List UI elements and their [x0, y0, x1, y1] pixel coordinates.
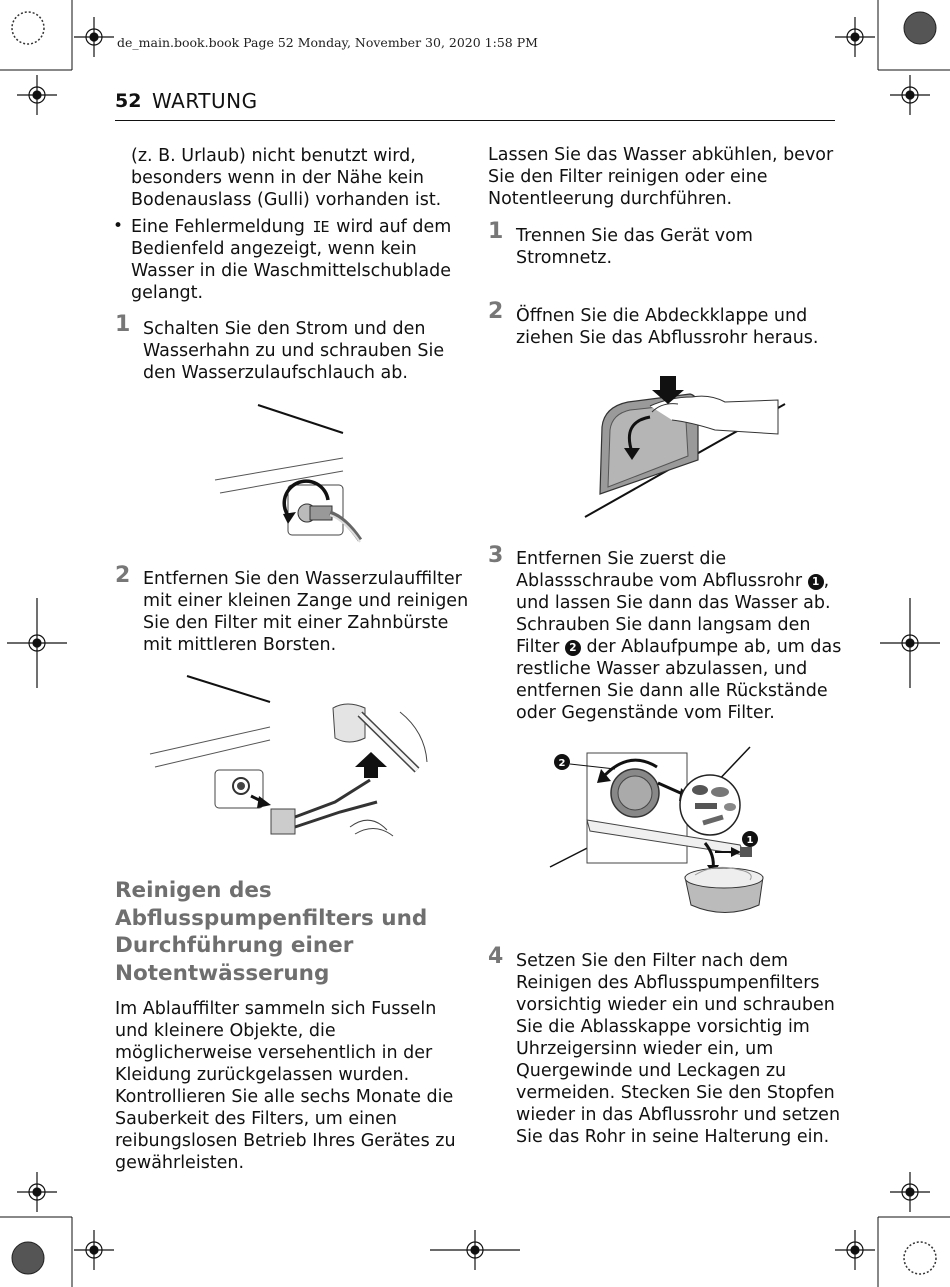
error-code: IE	[312, 218, 329, 236]
marker-2-badge: 2	[565, 640, 581, 656]
page-number: 52	[115, 90, 142, 112]
open-cover-illustration	[580, 372, 795, 522]
step-number: 2	[488, 299, 504, 324]
page-header	[115, 88, 835, 121]
section-heading: Reinigen des Abflusspumpenfilters und Durchführung einer Notentwässerung	[115, 878, 428, 986]
step-3-text: Entfernen Sie zuerst die Ablassschraube vom Abflussrohr 1 , und lassen Sie dann das Wasser ab. Schrauben Sie dann langsam den Filter 2 der Ablaufpumpe ab, um das restliche Wasser abzulassen, und entfernen Sie dann alle Rückstände oder Gegenstände vom Filter.	[516, 549, 842, 723]
step-number: 4	[488, 944, 504, 969]
drain-filter-paragraph: Im Ablauffilter sammeln sich Fusseln und kleinere Objekte, die möglicherweise versehentlich in der Kleidung zurückgelassen wurden. Kontrollieren Sie alle sechs Monate die Sauberkeit des Filters, um einen reibungslosen Betrieb Ihres Gerätes zu gewährleisten.	[115, 999, 456, 1173]
step-1-text: Schalten Sie den Strom und den Wasserhahn zu und schrauben Sie den Wasserzulaufschlauch ab.	[143, 319, 445, 383]
step-1-text: Trennen Sie das Gerät vom Stromnetz.	[516, 226, 753, 268]
intro-continuation: (z. B. Urlaub) nicht benutzt wird, besonders wenn in der Nähe kein Bodenauslass (Gulli) vorhanden ist.	[131, 146, 442, 210]
right-intro: Lassen Sie das Wasser abkühlen, bevor Sie den Filter reinigen oder eine Notentleerung durchführen.	[488, 145, 834, 209]
step-number: 1	[488, 219, 504, 244]
drain-pump-filter-illustration	[545, 745, 785, 920]
file-info-line: de_main.book.book Page 52 Monday, November 30, 2020 1:58 PM	[117, 35, 538, 50]
section-title: WARTUNG	[152, 89, 258, 113]
figure-marker-2: 2	[558, 758, 566, 769]
inlet-hose-illustration	[210, 400, 410, 550]
figure-marker-1: 1	[746, 835, 754, 846]
inlet-filter-pliers-illustration	[145, 672, 435, 842]
step-number: 2	[115, 563, 131, 588]
bullet-dot: •	[113, 216, 124, 236]
step-number: 1	[115, 312, 131, 337]
step-2-text: Entfernen Sie den Wasserzulauffilter mit einer kleinen Zange und reinigen Sie den Filter mit einer Zahnbürste mit mittleren Borsten.	[143, 569, 469, 655]
step-4-text: Setzen Sie den Filter nach dem Reinigen des Abflusspumpenfilters vorsichtig wieder ein und schrauben Sie die Ablasskappe vorsichtig im Uhrzeigersinn wieder ein, um Quergewinde und Leckagen zu vermeiden. Stecken Sie den Stopfen wieder in das Abflussrohr und setzen Sie das Rohr in seine Halterung ein.	[516, 951, 841, 1147]
step-2-text: Öffnen Sie die Abdeckklappe und ziehen Sie das Abflussrohr heraus.	[516, 306, 819, 348]
marker-1-badge: 1	[808, 574, 824, 590]
error-message-note: Eine Fehlermeldung IE wird auf dem Bedienfeld angezeigt, wenn kein Wasser in die Waschmittelschublade gelangt.	[131, 217, 452, 303]
step-number: 3	[488, 543, 504, 568]
